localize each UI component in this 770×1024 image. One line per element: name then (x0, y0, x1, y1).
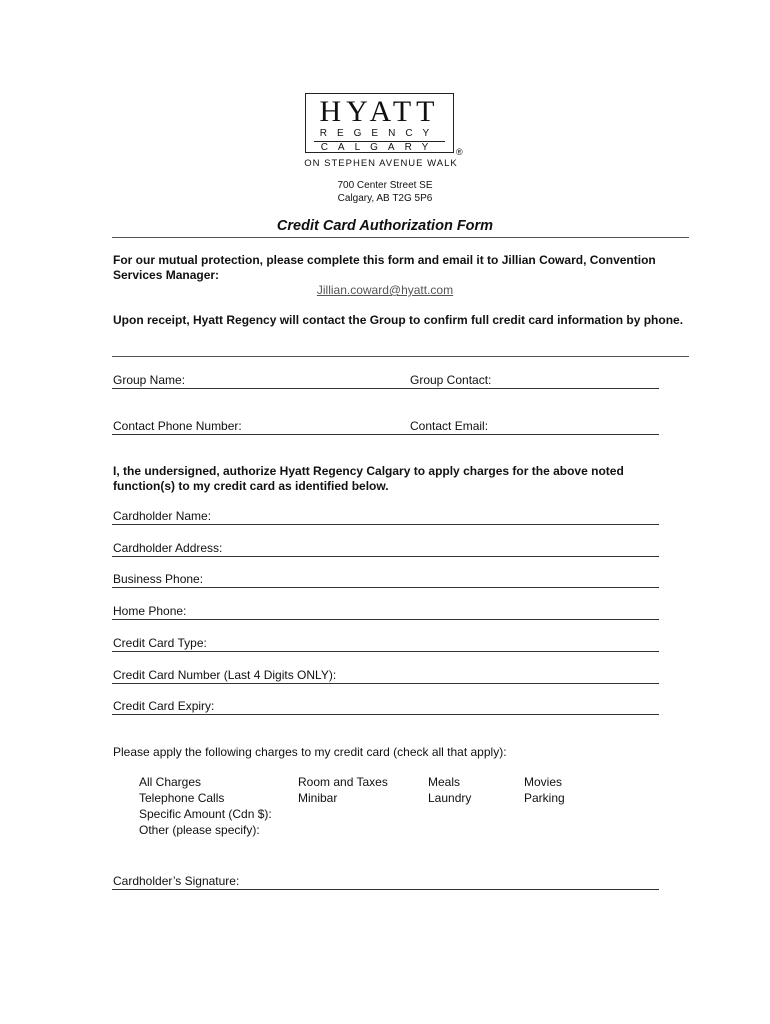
registered-mark: ® (456, 147, 463, 157)
cardholder-name-label: Cardholder Name: (113, 509, 212, 523)
card-type-label: Credit Card Type: (113, 636, 207, 650)
option-movies[interactable]: Movies (524, 775, 563, 789)
option-room-taxes[interactable]: Room and Taxes (298, 775, 388, 789)
logo-calgary: CALGARY (320, 142, 439, 153)
option-telephone[interactable]: Telephone Calls (139, 791, 225, 805)
option-minibar[interactable]: Minibar (298, 791, 338, 805)
option-specific-amount[interactable]: Specific Amount (Cdn $): (139, 807, 272, 821)
address-street: 700 Center Street SE (337, 180, 433, 191)
card-number-field[interactable] (112, 683, 659, 684)
business-phone-label: Business Phone: (113, 572, 204, 586)
signature-label: Cardholder’s Signature: (113, 874, 240, 888)
business-phone-field[interactable] (112, 587, 659, 588)
hotel-logo (305, 93, 454, 153)
logo-brand: HYATT (319, 95, 440, 128)
logo-tagline: ON STEPHEN AVENUE WALK (304, 158, 458, 169)
card-number-label: Credit Card Number (Last 4 Digits ONLY): (113, 668, 337, 682)
group-contact-label: Group Contact: (410, 373, 492, 387)
form-title: Credit Card Authorization Form (276, 218, 494, 234)
card-expiry-label: Credit Card Expiry: (113, 699, 215, 713)
option-other[interactable]: Other (please specify): (139, 823, 260, 837)
contact-phone-field[interactable] (112, 434, 659, 435)
title-divider (112, 237, 689, 238)
cardholder-address-label: Cardholder Address: (113, 541, 223, 555)
authorization-statement: I, the undersigned, authorize Hyatt Regency Calgary to apply charges for the above noted function(s) to my credit card as identified below. (113, 464, 624, 493)
signature-field[interactable] (112, 889, 659, 890)
contact-phone-label: Contact Phone Number: (113, 419, 242, 433)
logo-regency: REGENCY (319, 128, 440, 139)
option-all-charges[interactable]: All Charges (139, 775, 202, 789)
option-parking[interactable]: Parking (524, 791, 565, 805)
group-name-field[interactable] (112, 388, 659, 389)
cardholder-address-field[interactable] (112, 556, 659, 557)
contact-email-label: Contact Email: (410, 419, 489, 433)
address-city: Calgary, AB T2G 5P6 (337, 193, 433, 204)
group-name-label: Group Name: (113, 373, 186, 387)
option-laundry[interactable]: Laundry (428, 791, 472, 805)
home-phone-field[interactable] (112, 619, 659, 620)
cardholder-name-field[interactable] (112, 524, 659, 525)
card-expiry-field[interactable] (112, 714, 659, 715)
section-divider (112, 356, 689, 357)
intro-text: For our mutual protection, please complete this form and email it to Jillian Coward, Convention Services Manager: (113, 253, 656, 282)
option-meals[interactable]: Meals (428, 775, 461, 789)
charges-instructions: Please apply the following charges to my credit card (check all that apply): (113, 745, 507, 759)
home-phone-label: Home Phone: (113, 604, 187, 618)
card-type-field[interactable] (112, 651, 659, 652)
receipt-note: Upon receipt, Hyatt Regency will contact the Group to confirm full credit card information by phone. (113, 313, 684, 327)
contact-email-link[interactable]: Jillian.coward@hyatt.com (316, 283, 454, 297)
